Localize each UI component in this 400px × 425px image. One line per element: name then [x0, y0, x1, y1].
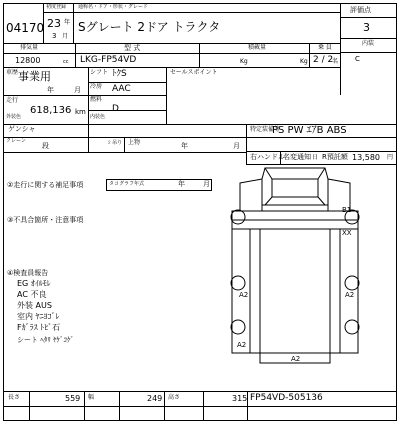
mileage-label: 走行 — [6, 97, 19, 104]
reg-month-label: 月 — [62, 33, 69, 40]
recycle-label: R預託額 — [322, 153, 348, 161]
kg-unit-b: Kg — [300, 58, 308, 65]
grade-label: 評価点 — [350, 6, 371, 14]
model-code: LKG-FP54VD — [80, 55, 137, 65]
seats: 2 / 2 — [313, 55, 334, 65]
lift-label: 上物 — [128, 139, 141, 146]
lift-month-label: 月 — [233, 142, 240, 150]
width-label: 幅 — [88, 394, 95, 401]
length-label: 長さ — [8, 394, 21, 401]
model-label: 型 式 — [124, 44, 141, 52]
report-line: シート ﾍﾀﾘ ﾔｹﾞｺｹﾞ — [17, 336, 74, 344]
interior-grade: C — [355, 55, 360, 63]
selling-points-label: セールスポイント — [170, 69, 218, 76]
period-year-label: 年 — [47, 86, 54, 94]
damage-mark-a2: A2 — [239, 291, 249, 299]
damage-mark-b1: B1 — [342, 206, 352, 214]
reg-month: 3 — [52, 32, 57, 40]
tacho-label: タコグラフ年式 — [109, 181, 145, 187]
report-line: 室内 ﾔﾆﾖｺﾞﾚ — [17, 312, 60, 321]
special-equipment: PS PW ｴｱB ABS — [272, 125, 347, 136]
color-label: 外装色 — [6, 114, 22, 120]
cc-unit: cc — [63, 59, 69, 65]
seat-unit: 名 — [332, 58, 339, 65]
inspector-report-label: ④検査員報告 — [7, 269, 49, 277]
report-line: 外装 AUS — [17, 301, 52, 310]
body-color: ゲンシャ — [8, 125, 36, 133]
shift-label: シフト — [90, 69, 109, 76]
km-unit: km — [75, 108, 86, 116]
damage-mark-a2: A2 — [291, 355, 301, 363]
fuel-label: 燃料 — [90, 96, 103, 103]
report-line: Fｶﾞﾗｽ ﾄﾋﾞ石 — [17, 323, 61, 332]
interior-grade-label: 内装 — [362, 40, 375, 47]
damage-mark-xx: XX — [342, 229, 352, 237]
displacement: 12800 — [15, 56, 41, 65]
reg-year-era: 23 — [47, 17, 61, 30]
chassis-number: FP54VD-505136 — [250, 393, 323, 403]
lot-number: 04170 — [6, 21, 45, 35]
crane-hook-label: ｼ 吊り — [108, 140, 123, 146]
defects-label: ③不具合箇所・注意事項 — [7, 216, 84, 224]
length: 559 — [65, 394, 81, 403]
reg-year-label: 年 — [64, 19, 71, 26]
history-label: 車歴 — [6, 69, 19, 76]
transfer-unit: 日 — [312, 154, 319, 161]
truck-diagram — [220, 165, 370, 370]
damage-mark-a2: A2 — [237, 341, 247, 349]
seats-label: 乗 員 — [318, 44, 332, 51]
ac-label: 冷房 — [90, 83, 103, 90]
load-label: 積載量 — [248, 44, 267, 51]
special-equipment-label: 特定装備等 — [250, 126, 281, 133]
first-reg-label: 初度登録 — [46, 4, 67, 10]
kg-unit-a: Kg — [240, 58, 248, 65]
period-month-label: 月 — [74, 86, 81, 94]
transfer-notice-label: 名変通知 — [283, 153, 311, 161]
tacho-year-label: 年 — [178, 180, 185, 188]
crane-stage-label: 段 — [42, 142, 49, 150]
report-line: EG ｵｲﾙﾓﾚ — [17, 279, 51, 288]
shift-value: ﾄｸS — [112, 69, 127, 79]
recycle-unit: 円 — [387, 154, 394, 161]
width: 249 — [147, 394, 163, 403]
driving-notes-label: ②走行に関する補足事項 — [7, 181, 84, 189]
height-label: 高さ — [168, 394, 181, 401]
ac-value: AAC — [112, 84, 131, 94]
displacement-label: 排気量 — [20, 44, 39, 51]
damage-mark-a2: A2 — [345, 291, 355, 299]
usage-type: 事業用 — [18, 70, 51, 83]
car-name-label: 通称名・ドア・形状・グレード — [78, 4, 148, 10]
interior-color-label: 内装色 — [90, 114, 106, 120]
lift-year-label: 年 — [181, 142, 188, 150]
car-name: Sグレート 2ドア トラクタ — [78, 20, 221, 34]
tacho-month-label: 月 — [203, 180, 210, 188]
mileage: 618,136 — [30, 105, 72, 116]
fuel-value: D — [112, 104, 119, 114]
report-line: AC 不良 — [17, 290, 47, 299]
height: 315 — [232, 394, 248, 403]
recycle-fee: 13,580 — [352, 153, 380, 162]
handle-side: 右ハンドル — [250, 153, 285, 161]
overall-grade: 3 — [363, 21, 370, 34]
crane-label: クレーン — [6, 138, 26, 144]
